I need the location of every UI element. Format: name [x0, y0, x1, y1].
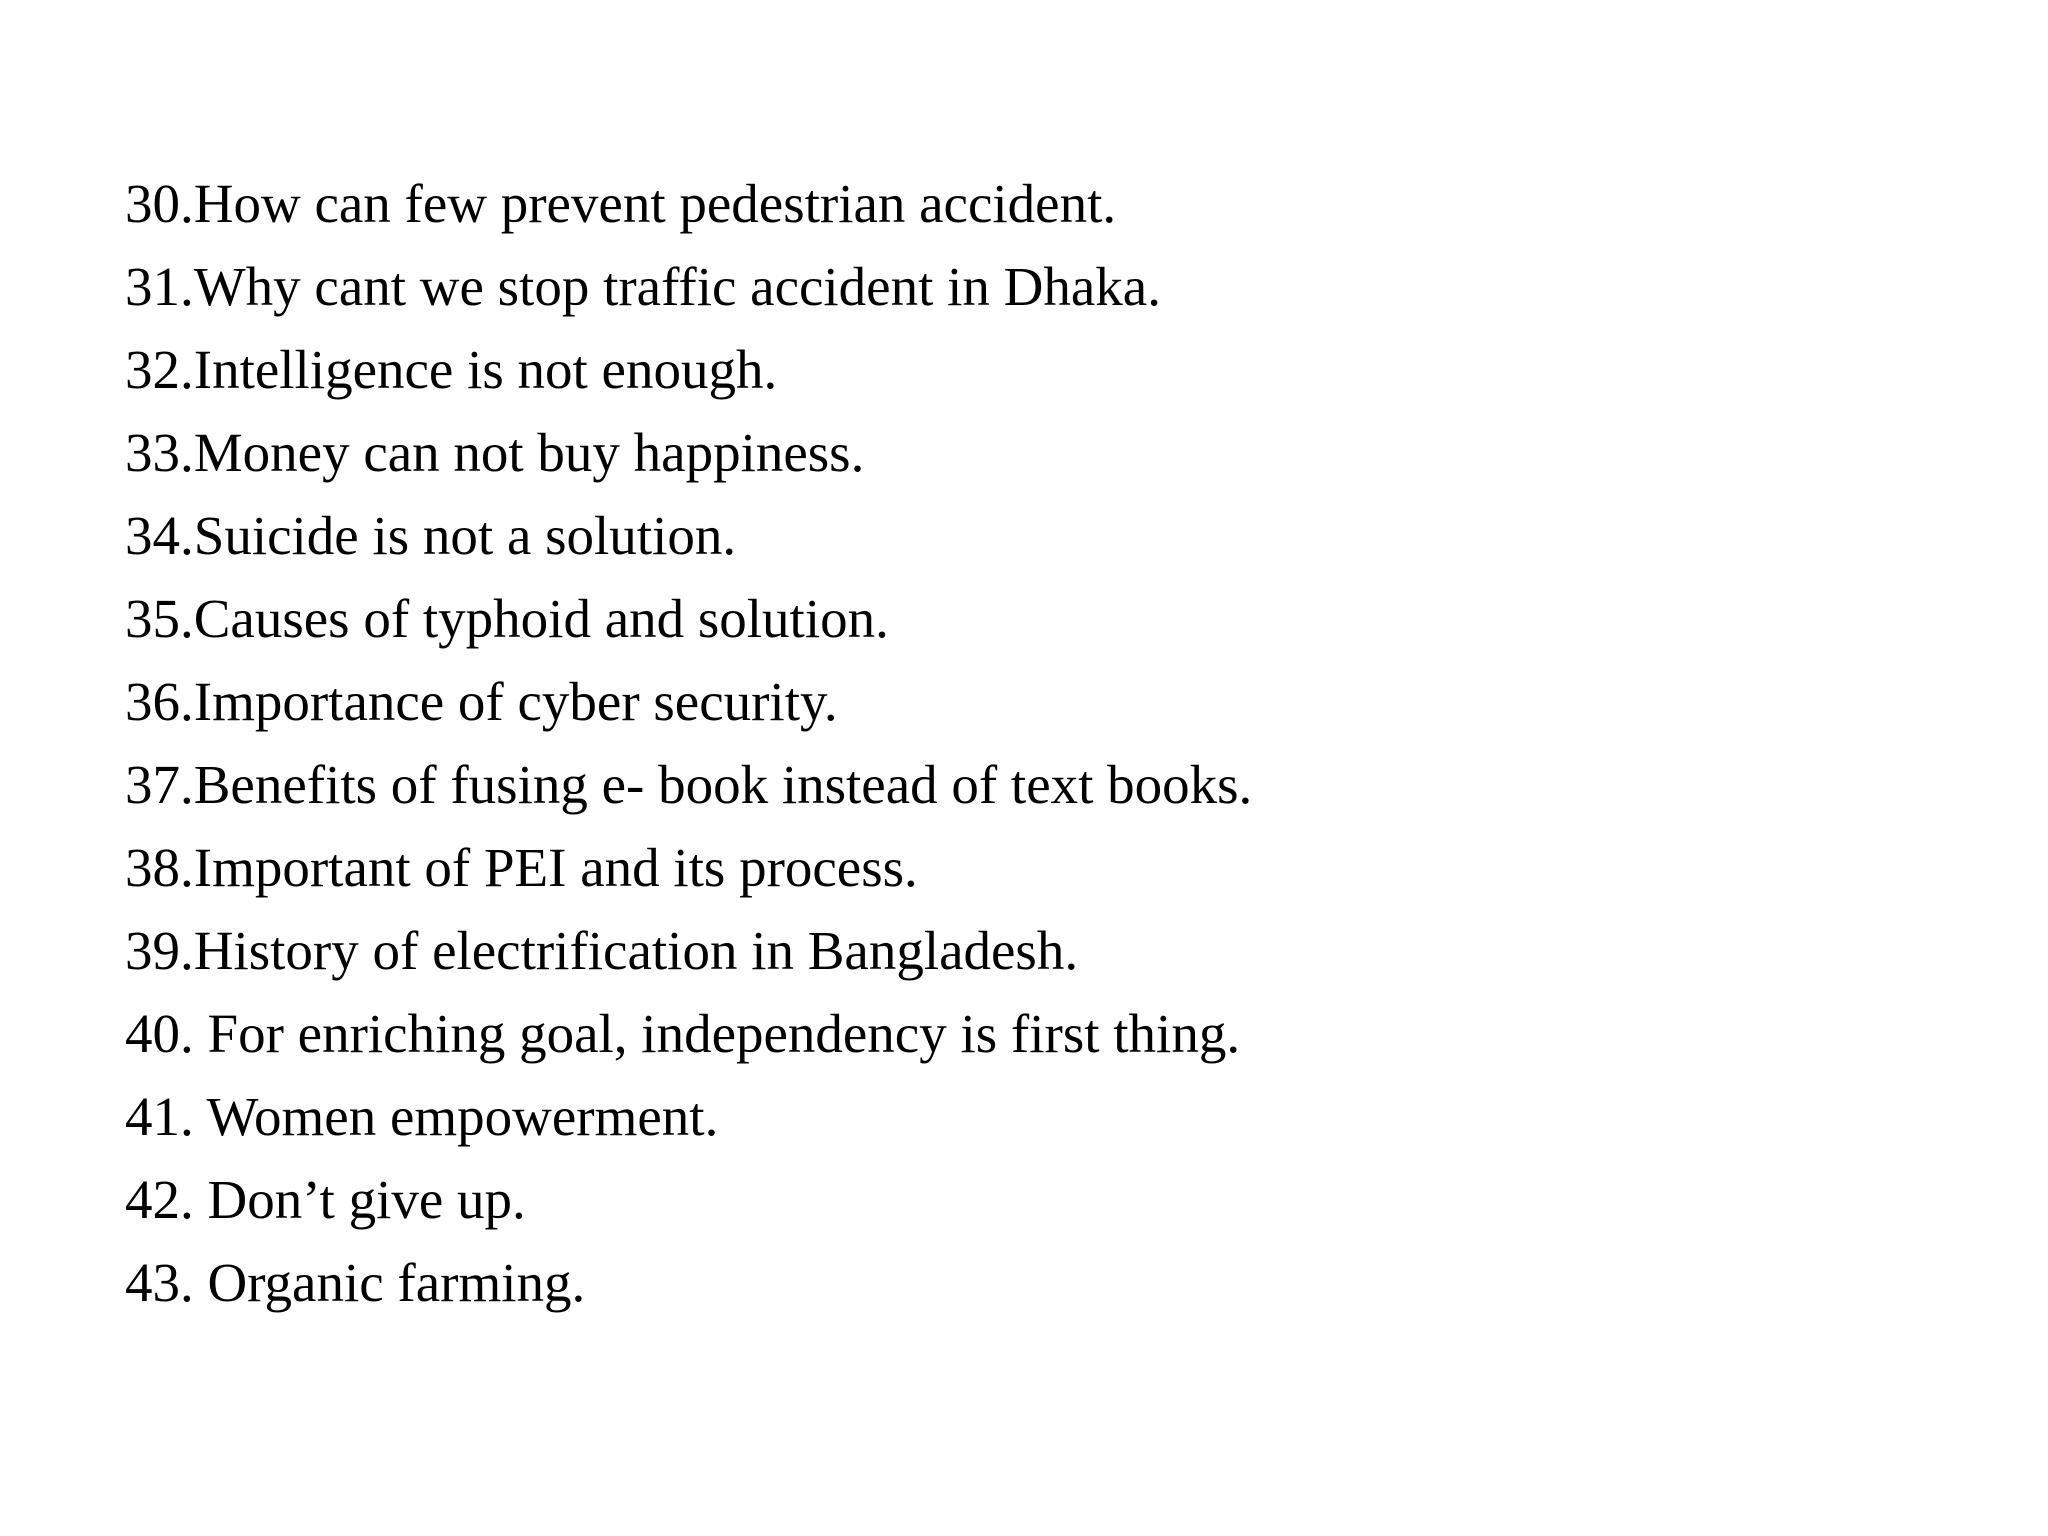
topic-item: 37.Benefits of fusing e- book instead of text books.: [125, 754, 1253, 815]
topic-item: 39.History of electrification in Bangladesh.: [125, 920, 1079, 981]
topic-item: 31.Why cant we stop traffic accident in Dhaka.: [125, 256, 1161, 317]
topic-item: 30.How can few prevent pedestrian accident.: [125, 173, 1117, 234]
topic-item: 33.Money can not buy happiness.: [125, 422, 865, 483]
topic-list: [125, 162, 1252, 1324]
topic-item: 43. Organic farming.: [125, 1252, 586, 1313]
topic-item: 34.Suicide is not a solution.: [125, 505, 737, 566]
topic-item: 32.Intelligence is not enough.: [125, 339, 778, 400]
topic-item: 41. Women empowerment.: [125, 1086, 719, 1147]
topic-item: 36.Importance of cyber security.: [125, 671, 838, 732]
topic-item: 40. For enriching goal, independency is first thing.: [125, 1003, 1241, 1064]
topic-item: 35.Causes of typhoid and solution.: [125, 588, 889, 649]
topic-item: 38.Important of PEI and its process.: [125, 837, 918, 898]
topic-item: 42. Don’t give up.: [125, 1169, 526, 1230]
